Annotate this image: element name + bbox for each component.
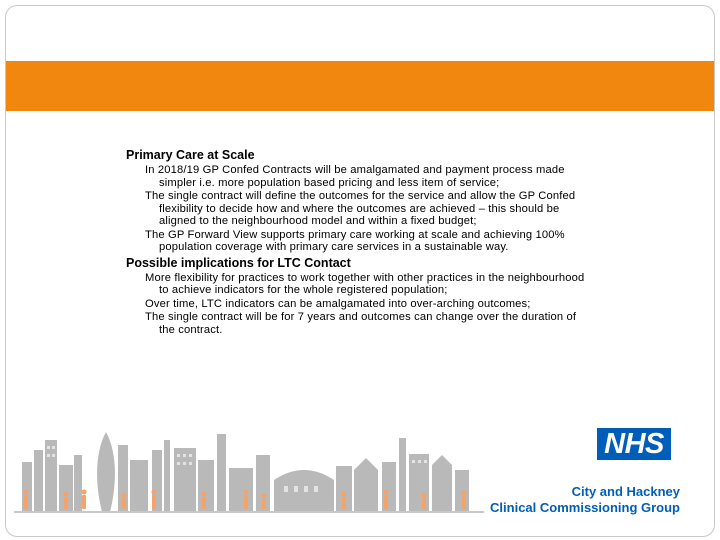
nhs-logo: NHS	[597, 428, 671, 460]
list-item	[126, 298, 586, 311]
bullet-text: In 2018/19 GP Confed Contracts will be amalgamated and payment process made simpler i.e. more population based pricing and less item of service;	[145, 164, 565, 189]
org-name-line2: Clinical Commissioning Group	[490, 500, 680, 515]
bullet-text: The single contract will define the outcomes for the service and allow the GP Confed flexibility to decide how and where the outcomes are achieved – this should be aligned to the neighbourhood model and within a fixed budget;	[145, 190, 576, 227]
slide-content	[126, 148, 586, 337]
primary-care-list	[126, 164, 586, 254]
bullet-text: The GP Forward View supports primary care working at scale and achieving 100% population coverage with primary care services in a sustainable way.	[145, 228, 565, 253]
orange-title-band	[6, 61, 714, 111]
bullet-text: More flexibility for practices to work together with other practices in the neighbourhood to achieve indicators for the whole registered population;	[145, 271, 585, 296]
list-item	[126, 272, 586, 297]
bullet-text: Over time, LTC indicators can be amalgamated into over-arching outcomes;	[145, 297, 531, 310]
section-heading-primary-care: Primary Care at Scale	[126, 148, 255, 162]
list-item	[126, 190, 586, 228]
list-item	[126, 311, 586, 336]
org-name-line1: City and Hackney	[571, 484, 680, 499]
section-heading-ltc: Possible implications for LTC Contact	[126, 255, 351, 270]
city-skyline-illustration	[14, 410, 484, 515]
ltc-list	[126, 272, 586, 337]
list-item	[126, 229, 586, 254]
bullet-text: The single contract will be for 7 years and outcomes can change over the duration of the contract.	[145, 311, 577, 336]
list-item	[126, 164, 586, 189]
